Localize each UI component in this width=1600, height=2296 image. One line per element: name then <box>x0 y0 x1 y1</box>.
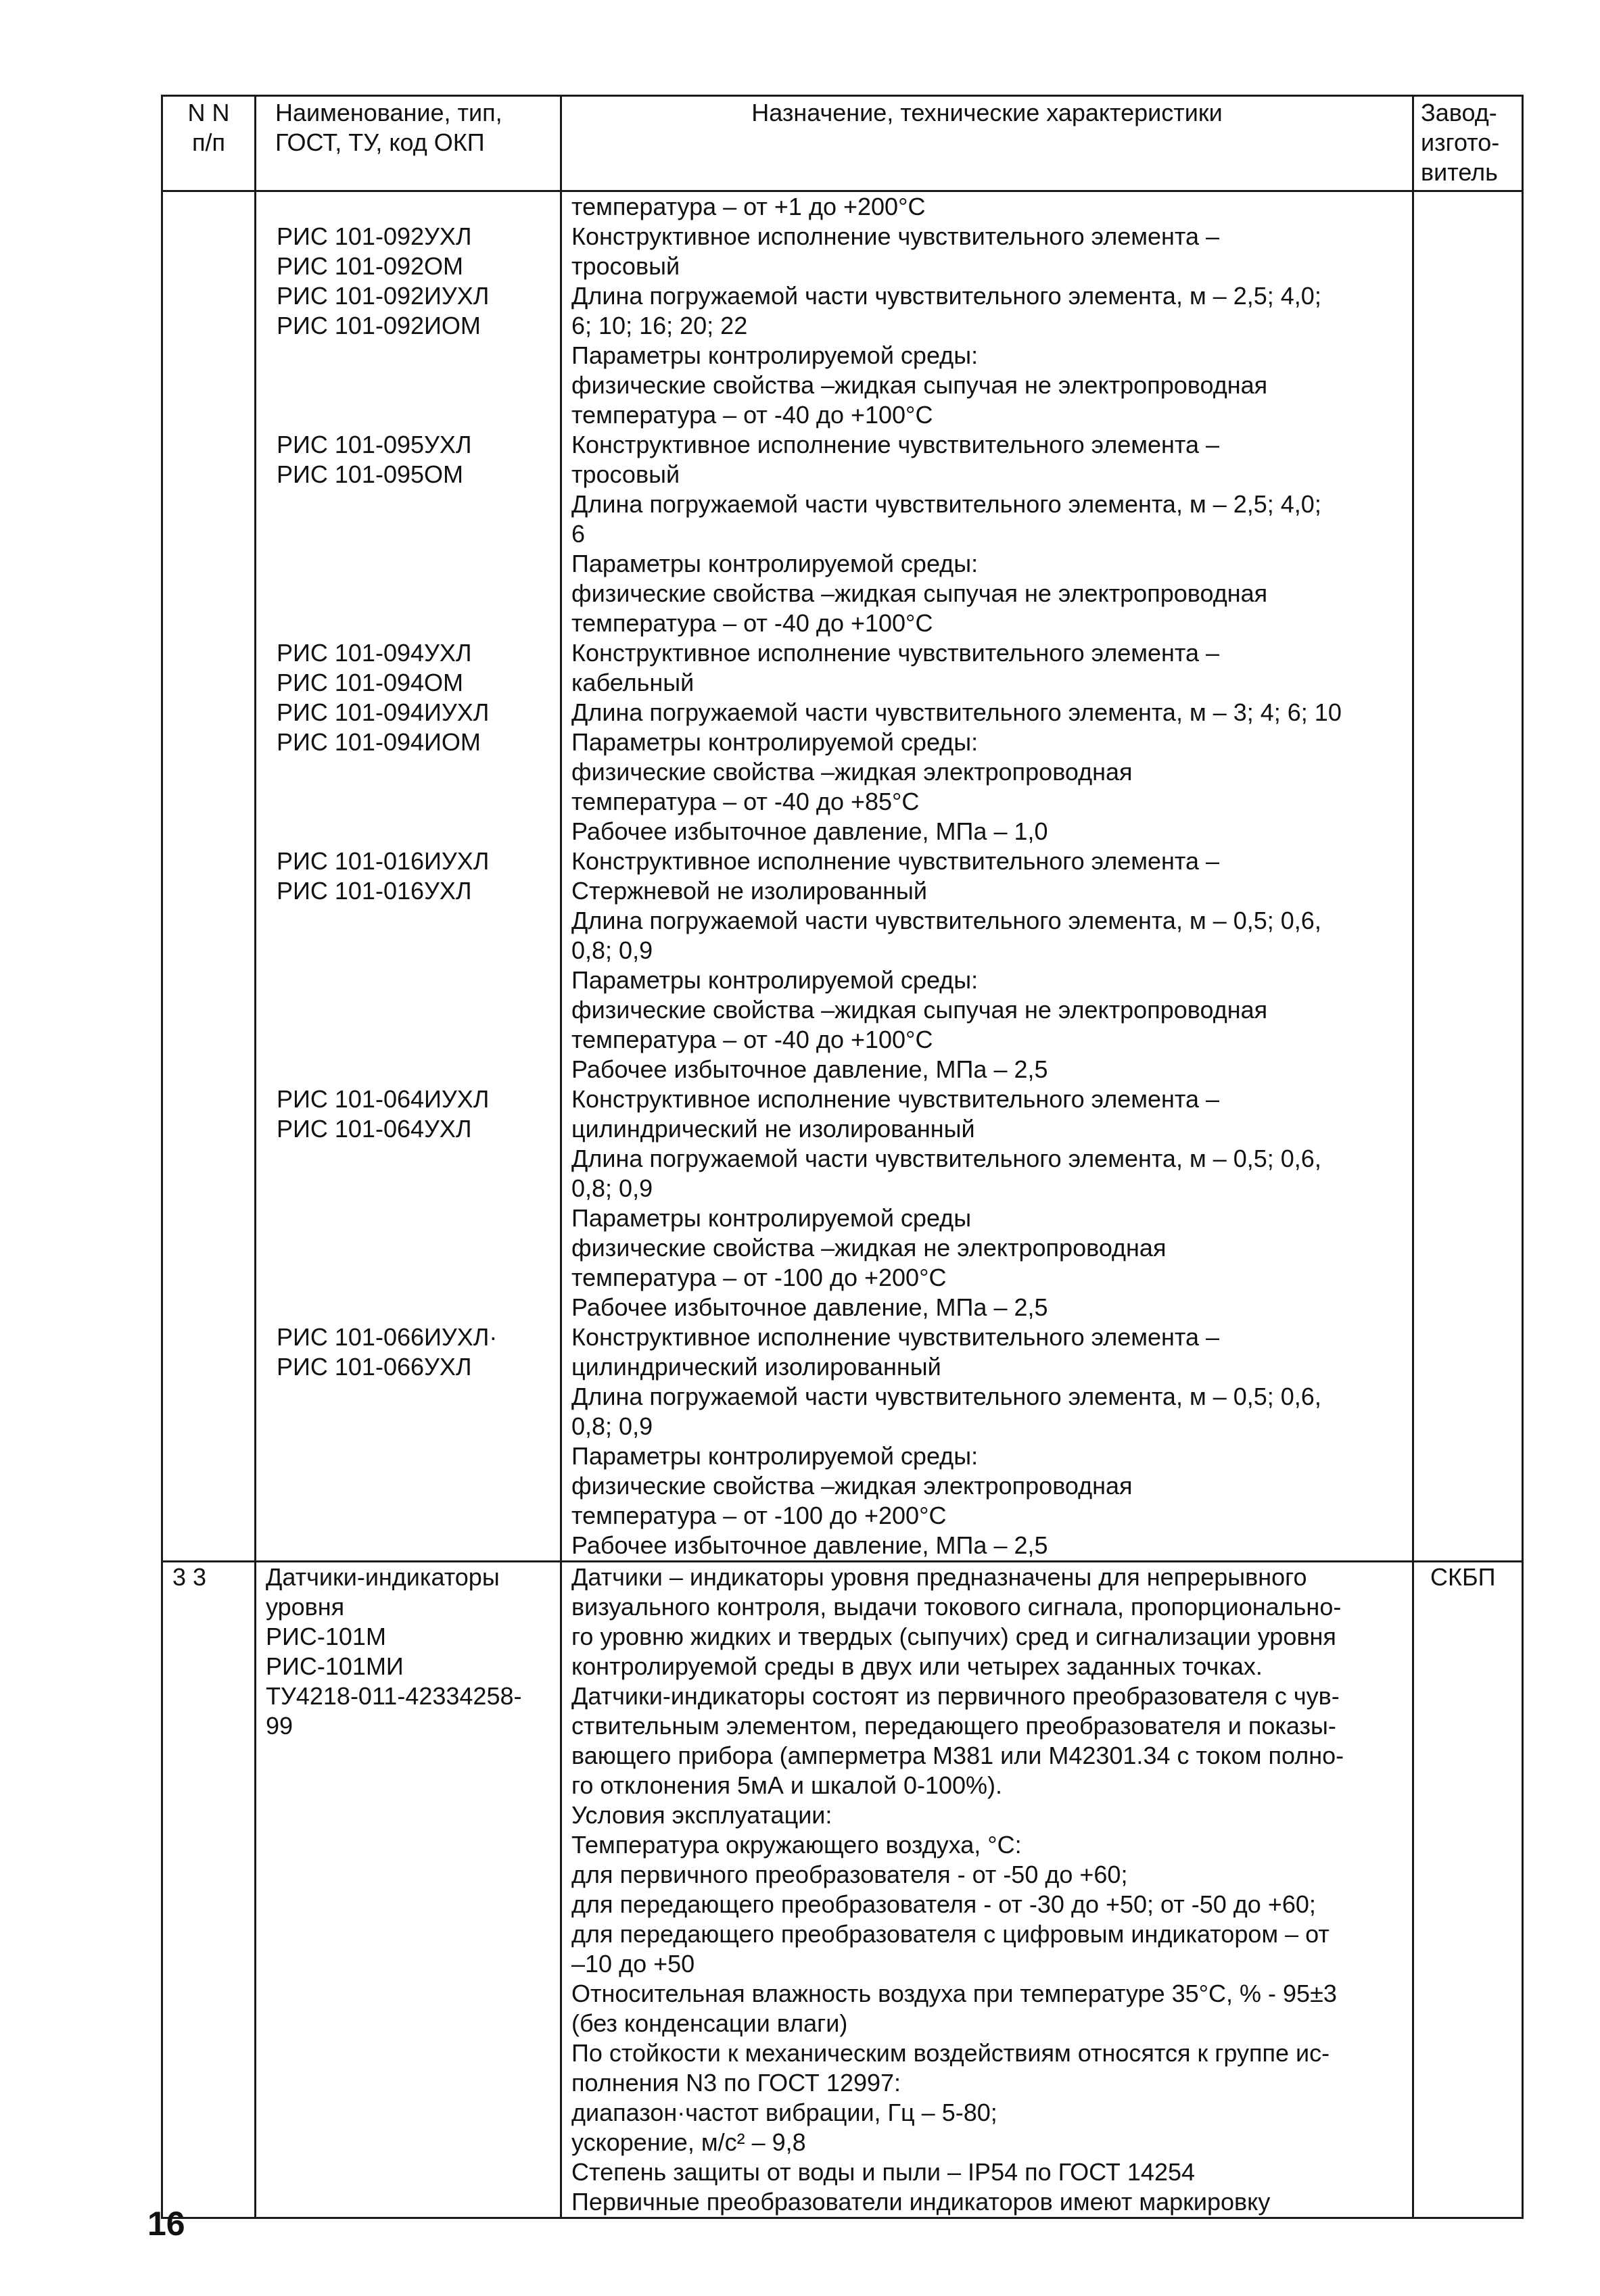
text-line: РИС 101-095УХЛ <box>277 431 472 458</box>
manufacturer-empty <box>1413 1084 1523 1322</box>
continuation-rows <box>162 191 1523 1562</box>
text-line: 0,8; 0,9 <box>571 1412 653 1440</box>
text-line: РИС 101-094ИУХЛ <box>277 698 490 726</box>
text-line: Датчики-индикаторы <box>266 1563 500 1591</box>
page-number: 16 <box>147 2205 185 2243</box>
header-purpose: Назначение, технические характеристики <box>561 96 1413 191</box>
text-line: Параметры контролируемой среды <box>571 1204 972 1232</box>
text-line: РИС 101-016УХЛ <box>277 877 472 905</box>
model-codes <box>256 1084 561 1322</box>
model-description <box>561 1084 1413 1322</box>
header-number: N N п/п <box>162 96 256 191</box>
row-number-empty <box>162 638 256 846</box>
header-manufacturer: Завод- изгото- витель <box>1413 96 1523 191</box>
text-line: ускорение, м/с² – 9,8 <box>571 2128 806 2156</box>
text-line: тросовый <box>571 252 680 280</box>
text-line: Относительная влажность воздуха при температуре 35°С, % - 95±3 <box>571 1980 1337 2007</box>
text-line: РИС 101-094ОМ <box>277 669 463 696</box>
text-line: Длина погружаемой части чувствительного элемента, м – 0,5; 0,6, <box>571 1145 1321 1172</box>
model-codes <box>256 638 561 846</box>
text-line: диапазон·частот вибрации, Гц – 5-80; <box>571 2099 997 2126</box>
model-description <box>561 1322 1413 1562</box>
text-line: РИС 101-066УХЛ <box>277 1353 472 1381</box>
row-number-empty <box>162 430 256 638</box>
manufacturer-empty <box>1413 430 1523 638</box>
text-line: РИС-101МИ <box>266 1652 404 1680</box>
text-line: РИС-101М <box>266 1623 386 1650</box>
text-line: Длина погружаемой части чувствительного элемента, м – 2,5; 4,0; <box>571 282 1321 310</box>
text-line: РИС 101-016ИУХЛ <box>277 847 490 875</box>
text-line: температура – от -40 до +100°С <box>571 609 933 637</box>
manufacturer-cell: СКБП <box>1413 1562 1523 2218</box>
product-description-cell <box>561 1562 1413 2218</box>
text-line: температура – от -40 до +85°С <box>571 788 920 815</box>
model-group-row <box>162 1322 1523 1562</box>
model-group-row <box>162 1084 1523 1322</box>
text-line: Стержневой не изолированный <box>571 877 927 905</box>
text-line: Конструктивное исполнение чувствительного элемента – <box>571 1323 1220 1351</box>
text-line: визуального контроля, выдачи токового сигнала, пропорционально- <box>571 1593 1342 1621</box>
text-line: го уровню жидких и твердых (сыпучих) сред и сигнализации уровня <box>571 1623 1336 1650</box>
text-line: для передающего преобразователя - от -30 до +50; от -50 до +60; <box>571 1890 1316 1918</box>
text-line: Длина погружаемой части чувствительного элемента, м – 0,5; 0,6, <box>571 907 1321 934</box>
text-line: цилиндрический изолированный <box>571 1353 941 1381</box>
model-description <box>561 846 1413 1084</box>
text-line: Длина погружаемой части чувствительного элемента, м – 0,5; 0,6, <box>571 1383 1321 1410</box>
text-line: Параметры контролируемой среды: <box>571 728 979 756</box>
text-line: Конструктивное исполнение чувствительного элемента – <box>571 639 1220 667</box>
row-number-empty <box>162 191 256 222</box>
text-line: цилиндрический не изолированный <box>571 1115 975 1143</box>
text-line: РИС 101-064УХЛ <box>277 1115 472 1143</box>
model-group-row <box>162 638 1523 846</box>
text-line: РИС 101-066ИУХЛ· <box>277 1323 498 1351</box>
header-name: Наименование, тип, ГОСТ, ТУ, код ОКП <box>256 96 561 191</box>
text-line: РИС 101-094УХЛ <box>277 639 472 667</box>
product-name-cell <box>256 1562 561 2218</box>
text-line: РИС 101-092УХЛ <box>277 222 472 250</box>
text-line: вающего прибора (амперметра М381 или М42301.34 с током полно- <box>571 1742 1344 1769</box>
equipment-table <box>161 95 1524 2219</box>
text-line: Условия эксплуатации: <box>571 1801 832 1829</box>
text-line: Конструктивное исполнение чувствительного элемента – <box>571 222 1220 250</box>
text-line: 0,8; 0,9 <box>571 936 653 964</box>
model-codes <box>256 191 561 222</box>
text-line: Длина погружаемой части чувствительного элемента, м – 3; 4; 6; 10 <box>571 698 1342 726</box>
text-line: Датчики – индикаторы уровня предназначены для непрерывного <box>571 1563 1307 1591</box>
row-number: 3 3 <box>162 1562 256 2218</box>
text-line: температура – от -100 до +200°С <box>571 1264 947 1291</box>
text-line: контролируемой среды в двух или четырех заданных точках. <box>571 1652 1263 1680</box>
text-line: Рабочее избыточное давление, МПа – 2,5 <box>571 1531 1048 1559</box>
text-line: температура – от -40 до +100°С <box>571 1026 933 1053</box>
text-line: физические свойства –жидкая сыпучая не электропроводная <box>571 371 1268 399</box>
text-line: Параметры контролируемой среды: <box>571 1442 979 1470</box>
model-codes <box>256 222 561 430</box>
row-number-empty <box>162 1084 256 1322</box>
text-line: физические свойства –жидкая электропроводная <box>571 758 1133 786</box>
model-group-row <box>162 846 1523 1084</box>
text-line: Степень защиты от воды и пыли – IP54 по ГОСТ 14254 <box>571 2158 1196 2186</box>
text-line: Рабочее избыточное давление, МПа – 1,0 <box>571 817 1048 845</box>
model-codes <box>256 1322 561 1562</box>
text-line: 0,8; 0,9 <box>571 1174 653 1202</box>
text-line: физические свойства –жидкая электропроводная <box>571 1472 1133 1500</box>
model-group-row <box>162 222 1523 430</box>
text-line: физические свойства –жидкая сыпучая не электропроводная <box>571 996 1268 1024</box>
text-line: полнения N3 по ГОСТ 12997: <box>571 2069 901 2097</box>
text-line: го отклонения 5мА и шкалой 0-100%). <box>571 1771 1003 1799</box>
text-line: 6 <box>571 520 586 548</box>
text-line: ствительным элементом, передающего преобразователя и показы- <box>571 1712 1336 1740</box>
row-number-empty <box>162 846 256 1084</box>
model-codes <box>256 846 561 1084</box>
text-line: тросовый <box>571 460 680 488</box>
model-description <box>561 222 1413 430</box>
text-line: Датчики-индикаторы состоят из первичного преобразователя с чув- <box>571 1682 1340 1710</box>
text-line: для передающего преобразователя с цифровым индикатором – от <box>571 1920 1330 1948</box>
manufacturer-empty <box>1413 1322 1523 1562</box>
text-line: Параметры контролируемой среды: <box>571 550 979 577</box>
table-row-33 <box>162 1562 1523 2218</box>
text-line: Рабочее избыточное давление, МПа – 2,5 <box>571 1055 1048 1083</box>
text-line: Конструктивное исполнение чувствительного элемента – <box>571 847 1220 875</box>
manufacturer-empty <box>1413 638 1523 846</box>
text-line: Параметры контролируемой среды: <box>571 341 979 369</box>
text-line: температура – от -40 до +100°С <box>571 401 933 429</box>
text-line: ТУ4218-011-42334258- <box>266 1682 522 1710</box>
table-header-row <box>162 96 1523 191</box>
model-group-row <box>162 191 1523 222</box>
text-line: температура – от +1 до +200°С <box>571 193 926 220</box>
text-line: физические свойства –жидкая сыпучая не электропроводная <box>571 579 1268 607</box>
text-line: кабельный <box>571 669 695 696</box>
text-line: РИС 101-095ОМ <box>277 460 463 488</box>
text-line: Температура окружающего воздуха, °С: <box>571 1831 1022 1859</box>
text-line: физические свойства –жидкая не электропроводная <box>571 1234 1167 1262</box>
manufacturer-empty <box>1413 222 1523 430</box>
text-line: для первичного преобразователя - от -50 до +60; <box>571 1861 1128 1888</box>
text-line: Длина погружаемой части чувствительного элемента, м – 2,5; 4,0; <box>571 490 1321 518</box>
model-group-row <box>162 430 1523 638</box>
text-line: По стойкости к механическим воздействиям относятся к группе ис- <box>571 2039 1330 2067</box>
model-description <box>561 430 1413 638</box>
row-number-empty <box>162 222 256 430</box>
text-line: РИС 101-092ОМ <box>277 252 463 280</box>
text-line: РИС 101-064ИУХЛ <box>277 1085 490 1113</box>
text-line: Конструктивное исполнение чувствительного элемента – <box>571 431 1220 458</box>
text-line: –10 до +50 <box>571 1950 695 1978</box>
text-line: Параметры контролируемой среды: <box>571 966 979 994</box>
text-line: Конструктивное исполнение чувствительного элемента – <box>571 1085 1220 1113</box>
text-line: РИС 101-092ИУХЛ <box>277 282 490 310</box>
row-number-empty <box>162 1322 256 1562</box>
model-description <box>561 191 1413 222</box>
text-line: уровня <box>266 1593 345 1621</box>
text-line: РИС 101-092ИОМ <box>277 312 481 339</box>
text-line: температура – от -100 до +200°С <box>571 1502 947 1529</box>
model-codes <box>256 430 561 638</box>
text-line: РИС 101-094ИОМ <box>277 728 481 756</box>
manufacturer-empty <box>1413 846 1523 1084</box>
text-line: 6; 10; 16; 20; 22 <box>571 312 748 339</box>
manufacturer-empty <box>1413 191 1523 222</box>
text-line: Первичные преобразователи индикаторов имеют маркировку <box>571 2188 1271 2216</box>
text-line: (без конденсации влаги) <box>571 2009 848 2037</box>
model-description <box>561 638 1413 846</box>
text-line: Рабочее избыточное давление, МПа – 2,5 <box>571 1293 1048 1321</box>
text-line: 99 <box>266 1712 293 1740</box>
